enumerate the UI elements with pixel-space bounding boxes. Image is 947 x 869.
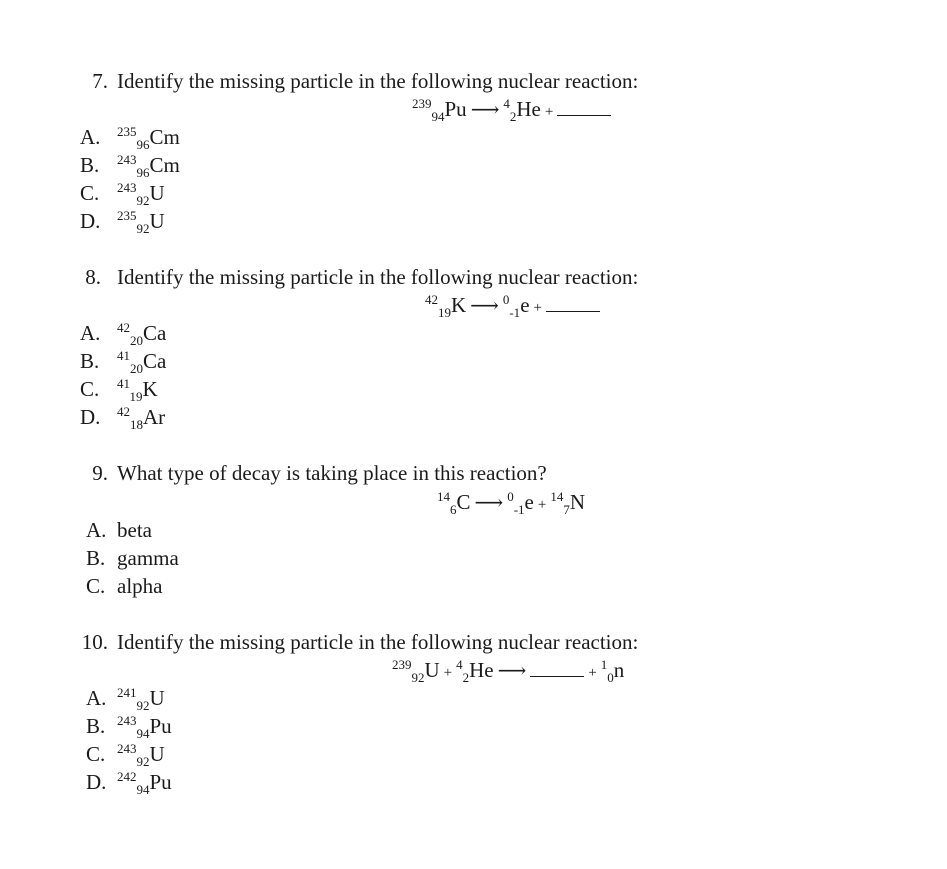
reaction-arrow: ⟶ — [470, 295, 499, 317]
option-nuclide: $^{235}_{92}$U — [117, 208, 165, 236]
option-nuclide: $^{243}_{96}$Cm — [117, 152, 180, 180]
option-nuclide: $^{41}_{20}$Ca — [117, 348, 167, 376]
option-letter: C. — [86, 574, 106, 598]
option-nuclide: $^{243}_{94}$Pu — [117, 713, 172, 741]
option-letter: B. — [86, 714, 106, 738]
reaction-arrow: ⟶ — [470, 99, 500, 121]
option-nuclide: $^{241}_{92}$U — [117, 685, 165, 713]
plus-sign: + — [544, 104, 554, 120]
option-nuclide: $^{242}_{94}$Pu — [117, 769, 172, 797]
option-text: gamma — [117, 546, 179, 570]
option-letter: D. — [86, 770, 107, 794]
plus-sign: + — [537, 497, 547, 513]
nuclide-reactant: $^4_2$He — [456, 657, 494, 685]
question-number: 7. — [92, 69, 108, 93]
option-nuclide: $^{235}_{96}$Cm — [117, 124, 180, 152]
nuclide-product: $^{14}_7$N — [550, 489, 585, 517]
plus-sign: + — [533, 300, 542, 316]
question-prompt: Identify the missing particle in the following nuclear reaction: — [117, 630, 639, 654]
nuclide-product: $^0_{-1}$e — [507, 489, 534, 517]
option-text: beta — [117, 518, 152, 542]
nuclide-product: $^1_0$n — [600, 657, 625, 685]
option-letter: A. — [80, 125, 101, 149]
option-letter: A. — [86, 518, 107, 542]
option-letter: C. — [86, 742, 106, 766]
option-nuclide: $^{42}_{18}$Ar — [117, 404, 166, 432]
nuclide-reactant: $^{14}_6$C — [437, 489, 471, 517]
option-letter: D. — [80, 405, 101, 429]
plus-sign: + — [443, 665, 453, 681]
question-prompt: What type of decay is taking place in this reaction? — [117, 461, 547, 485]
nuclide-reactant: $^{239}_{94}$Pu — [412, 96, 467, 124]
option-text: alpha — [117, 574, 163, 598]
option-letter: B. — [80, 153, 100, 177]
nuclide-product: $^0_{-1}$e — [502, 292, 530, 320]
equation-7 — [412, 97, 611, 124]
option-letter: A. — [86, 686, 107, 710]
option-letter: D. — [80, 209, 101, 233]
option-nuclide: $^{243}_{92}$U — [117, 741, 165, 769]
option-letter: B. — [86, 546, 106, 570]
nuclide-reactant: $^{42}_{19}$K — [425, 292, 467, 320]
option-letter: A. — [80, 321, 101, 345]
plus-sign: + — [588, 665, 597, 681]
question-prompt: Identify the missing particle in the following nuclear reaction: — [117, 69, 639, 93]
equation-8 — [425, 293, 600, 320]
option-letter: C. — [80, 377, 100, 401]
question-number: 8. — [85, 265, 101, 289]
answer-blank — [557, 97, 611, 116]
equation-9 — [437, 490, 585, 517]
option-nuclide: $^{42}_{20}$Ca — [117, 320, 167, 348]
option-letter: C. — [80, 181, 100, 205]
option-nuclide: $^{41}_{19}$K — [117, 376, 158, 404]
nuclide-product: $^4_2$He — [503, 96, 541, 124]
option-nuclide: $^{243}_{92}$U — [117, 180, 165, 208]
reaction-arrow: ⟶ — [497, 660, 527, 682]
option-letter: B. — [80, 349, 100, 373]
answer-blank — [546, 293, 600, 312]
equation-10 — [392, 658, 624, 685]
question-number: 9. — [92, 461, 108, 485]
question-number: 10. — [81, 630, 108, 654]
answer-blank — [530, 658, 584, 677]
reaction-arrow: ⟶ — [474, 492, 504, 514]
question-prompt: Identify the missing particle in the following nuclear reaction: — [117, 265, 639, 289]
nuclide-reactant: $^{239}_{92}$U — [392, 657, 440, 685]
